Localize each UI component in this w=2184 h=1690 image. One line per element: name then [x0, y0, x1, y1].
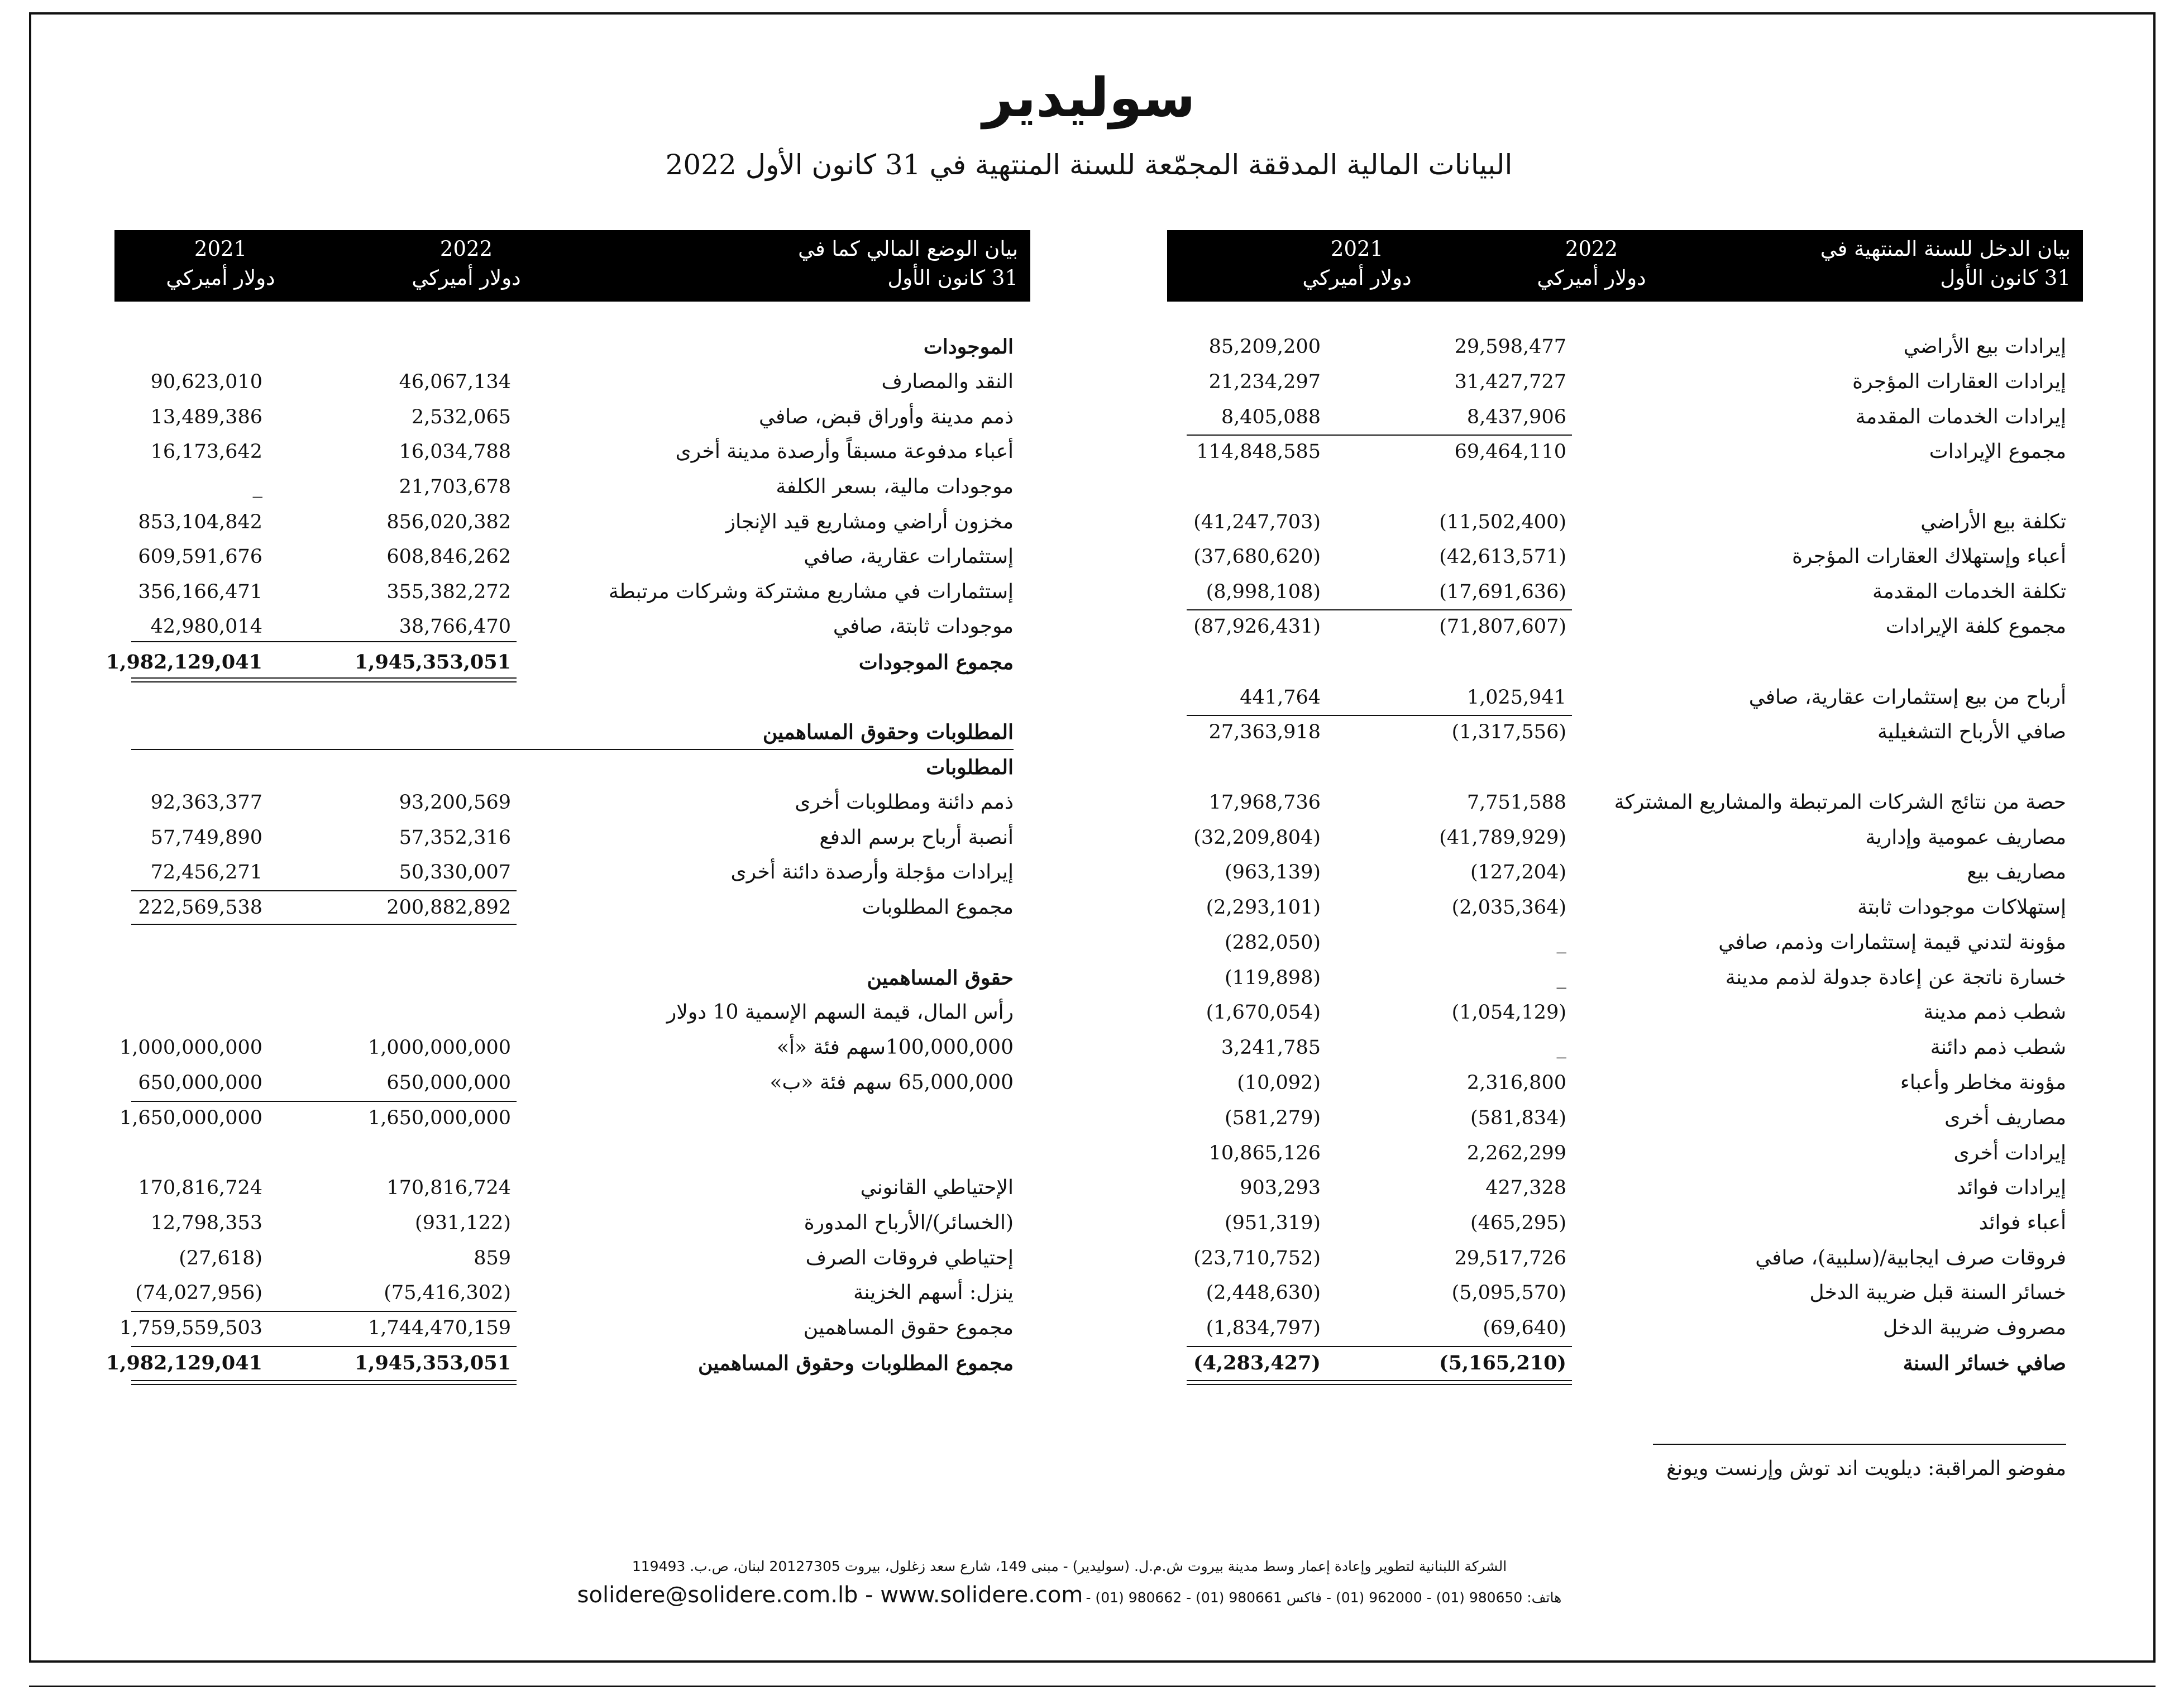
- balance-header-label: بيان الوضع المالي كما في 31 كانون الأول: [798, 237, 1018, 290]
- income-value-2021: (41,247,703): [1193, 511, 1321, 533]
- balance-value-2021: 12,798,353: [150, 1212, 262, 1234]
- balance-value-2022: 859: [474, 1247, 511, 1269]
- balance-row-label: مخزون أراضي ومشاريع قيد الإنجاز: [725, 510, 1014, 533]
- balance-value-2021: [61, 995, 262, 1030]
- income-row-label: خسائر السنة قبل ضريبة الدخل: [1809, 1281, 2066, 1304]
- balance-row-label: إستثمارات في مشاريع مشتركة وشركات مرتبطة: [608, 580, 1014, 603]
- income-value-2021: (32,209,804): [1193, 827, 1321, 849]
- auditor-note: مفوضو المراقبة: ديلويت اند توش وإرنست ويونغ: [1666, 1457, 2066, 1480]
- balance-row-label: الإحتياطي القانوني: [860, 1176, 1014, 1199]
- balance-value-2022: 1,744,470,159: [367, 1317, 511, 1339]
- income-row-label: مصاريف أخرى: [1944, 1106, 2066, 1129]
- balance-value-2022: 170,816,724: [386, 1177, 511, 1199]
- balance-value-2021: 90,623,010: [150, 371, 262, 393]
- balance-row-label: رأس المال، قيمة السهم الإسمية 10 دولار: [666, 1001, 1014, 1024]
- balance-value-2021: [61, 750, 262, 785]
- balance-value-2021: 170,816,724: [138, 1177, 262, 1199]
- total-rule: [131, 1346, 517, 1347]
- balance-value-2021: 13,489,386: [150, 406, 262, 428]
- balance-value-2022: [310, 330, 511, 364]
- footer-address: الشركة اللبنانية لتطوير وإعادة إعمار وسط مدينة بيروت ش.م.ل. (سوليدير) - مبنى 149، شارع سعد زغلول، بيروت 20127305 لبنان، ص.ب. 119493: [632, 1558, 1507, 1574]
- total-rule: [1187, 435, 1572, 436]
- balance-value-2022: 856,020,382: [386, 511, 511, 533]
- income-value-2022: (2,035,364): [1451, 896, 1566, 919]
- income-row-label: تكلفة الخدمات المقدمة: [1872, 580, 2066, 603]
- income-col-2021-header: 2021 دولار أميركي: [1302, 237, 1412, 290]
- balance-value-2021: 92,363,377: [150, 791, 262, 814]
- income-value-2022: (17,691,636): [1439, 581, 1566, 603]
- balance-value-2021: (27,618): [179, 1247, 262, 1269]
- income-row-label: صافي الأرباح التشغيلية: [1877, 720, 2066, 743]
- balance-row-label: [511, 1101, 1014, 1135]
- balance-row-label: (الخسائر)/الأرباح المدورة: [804, 1211, 1014, 1234]
- income-row-label: فروقات صرف ايجابية/(سلبية)، صافي: [1755, 1247, 2066, 1269]
- income-value-2022: (127,204): [1470, 861, 1566, 884]
- balance-value-2021: _: [252, 476, 262, 498]
- income-value-2022: (5,165,210): [1439, 1352, 1566, 1374]
- balance-value-2022: [310, 961, 511, 995]
- income-row-label: صافي خسائر السنة: [1903, 1352, 2066, 1375]
- footer-contact: [558, 1579, 1580, 1611]
- income-row-label: مصروف ضريبة الدخل: [1883, 1316, 2066, 1339]
- total-rule: [131, 1311, 517, 1312]
- balance-value-2022: 50,330,007: [399, 861, 511, 884]
- total-rule: [131, 924, 517, 925]
- total-rule: [131, 749, 1014, 750]
- income-value-2021: 8,405,088: [1221, 406, 1321, 428]
- total-rule: [1187, 609, 1572, 610]
- income-row-label: أعباء فوائد: [1978, 1211, 2066, 1234]
- balance-value-2021: [61, 961, 262, 995]
- balance-value-2022: 1,650,000,000: [367, 1107, 511, 1129]
- balance-row-label: أعباء مدفوعة مسبقاً وأرصدة مدينة أخرى: [675, 440, 1014, 463]
- balance-row-label: إحتياطي فروقات الصرف: [805, 1247, 1014, 1269]
- auditor-rule: [1653, 1444, 2066, 1445]
- income-row-label: إيرادات أخرى: [1953, 1142, 2066, 1164]
- income-value-2021: (1,834,797): [1206, 1317, 1321, 1339]
- balance-value-2021: (74,027,956): [135, 1282, 262, 1304]
- balance-row-label: 100,000,000سهم فئة «أ»: [776, 1036, 1014, 1059]
- income-value-2022: 29,517,726: [1454, 1247, 1566, 1269]
- income-value-2021: 114,848,585: [1196, 441, 1321, 463]
- income-row-label: خسارة ناتجة عن إعادة جدولة لذمم مدينة: [1725, 966, 2066, 989]
- balance-row-label: الموجودات: [923, 335, 1014, 359]
- balance-row-label: إستثمارات عقارية، صافي: [804, 545, 1014, 568]
- income-value-2021: (4,283,427): [1193, 1352, 1321, 1374]
- balance-row-label: أنصبة أرباح برسم الدفع: [819, 826, 1014, 849]
- balance-row-label: المطلوبات وحقوق المساهمين: [762, 720, 1014, 744]
- income-value-2022: (465,295): [1470, 1212, 1566, 1234]
- balance-value-2022: (75,416,302): [384, 1282, 511, 1304]
- income-value-2021: (2,448,630): [1206, 1282, 1321, 1304]
- double-rule: [131, 677, 517, 682]
- balance-row-label: ذمم دائنة ومطلوبات أخرى: [795, 791, 1014, 814]
- balance-col-2022-header: 2022 دولار أميركي: [412, 237, 521, 290]
- footer-web: solidere@solidere.com.lb - www.solidere.com: [577, 1582, 1083, 1608]
- income-value-2022: 2,262,299: [1466, 1142, 1566, 1164]
- income-value-2022: (41,789,929): [1439, 827, 1566, 849]
- balance-value-2021: 356,166,471: [138, 581, 262, 603]
- total-rule: [1187, 1346, 1572, 1347]
- balance-value-2022: 21,703,678: [399, 476, 511, 498]
- balance-value-2022: [310, 715, 511, 749]
- income-value-2022: 31,427,727: [1454, 371, 1566, 393]
- income-row-label: إيرادات فوائد: [1957, 1176, 2066, 1199]
- balance-value-2021: 42,980,014: [150, 615, 262, 638]
- balance-row-label: موجودات مالية، بسعر الكلفة: [776, 475, 1014, 498]
- income-row-label: إيرادات بيع الأراضي: [1903, 335, 2066, 358]
- balance-row-label: ذمم مدينة وأوراق قبض، صافي: [758, 405, 1014, 428]
- double-rule: [131, 1380, 517, 1385]
- income-value-2021: 27,363,918: [1208, 721, 1321, 743]
- income-value-2021: 441,764: [1240, 686, 1321, 709]
- income-value-2022: 69,464,110: [1454, 441, 1566, 463]
- footer-phones: هاتف: 980650 (01) - 962000 (01) - فاكس 980661 (01) - 980662 (01) -: [1086, 1589, 1562, 1606]
- income-row-label: أرباح من بيع إستثمارات عقارية، صافي: [1748, 686, 2066, 709]
- total-rule: [1187, 715, 1572, 716]
- balance-value-2022: 355,382,272: [386, 581, 511, 603]
- income-value-2021: (2,293,101): [1206, 896, 1321, 919]
- income-value-2022: 1,025,941: [1466, 686, 1566, 709]
- balance-row-label: المطلوبات: [926, 756, 1014, 779]
- income-value-2021: (1,670,054): [1206, 1001, 1321, 1024]
- income-row-label: مجموع الإيرادات: [1929, 440, 2066, 463]
- income-value-2021: (37,680,620): [1193, 546, 1321, 568]
- page-title: البيانات المالية المدققة المجمّعة للسنة المنتهية في 31 كانون الأول 2022: [665, 149, 1513, 181]
- balance-header-band: [114, 230, 1030, 302]
- balance-row-label: النقد والمصارف: [881, 370, 1014, 393]
- income-header-label: بيان الدخل للسنة المنتهية في 31 كانون الأول: [1820, 237, 2071, 290]
- balance-value-2022: 2,532,065: [411, 406, 511, 428]
- total-rule: [131, 890, 517, 891]
- balance-row-label: مجموع المطلوبات وحقوق المساهمين: [697, 1352, 1014, 1375]
- balance-value-2021: 1,650,000,000: [119, 1107, 262, 1129]
- balance-row-label: مجموع حقوق المساهمين: [803, 1316, 1014, 1339]
- income-value-2021: (282,050): [1224, 932, 1321, 954]
- balance-value-2022: 608,846,262: [386, 546, 511, 568]
- balance-value-2021: 1,982,129,041: [106, 651, 262, 674]
- total-rule: [131, 641, 517, 642]
- income-value-2021: (10,092): [1237, 1072, 1321, 1094]
- income-row-label: شطب ذمم مدينة: [1923, 1001, 2066, 1024]
- income-row-label: إيرادات العقارات المؤجرة: [1852, 370, 2066, 393]
- balance-value-2021: 853,104,842: [138, 511, 262, 533]
- income-value-2022: (1,317,556): [1451, 721, 1566, 743]
- balance-row-label: 65,000,000 سهم فئة «ب»: [770, 1071, 1014, 1094]
- balance-value-2021: 1,759,559,503: [119, 1317, 262, 1339]
- income-value-2021: 85,209,200: [1208, 336, 1321, 358]
- income-value-2022: _: [1556, 932, 1566, 954]
- income-value-2021: 10,865,126: [1208, 1142, 1321, 1164]
- balance-value-2021: [61, 715, 262, 749]
- income-value-2022: 29,598,477: [1454, 336, 1566, 358]
- income-value-2022: _: [1556, 1037, 1566, 1059]
- double-rule: [1187, 1380, 1572, 1385]
- balance-row-label: ينزل: أسهم الخزينة: [853, 1281, 1014, 1304]
- income-value-2022: 7,751,588: [1466, 791, 1566, 814]
- balance-value-2021: 57,749,890: [150, 827, 262, 849]
- income-row-label: شطب ذمم دائنة: [1930, 1036, 2066, 1059]
- income-row-label: إيرادات الخدمات المقدمة: [1855, 405, 2066, 428]
- income-value-2022: (11,502,400): [1439, 511, 1566, 533]
- income-value-2021: (581,279): [1224, 1107, 1321, 1129]
- balance-row-label: إيرادات مؤجلة وأرصدة دائنة أخرى: [730, 861, 1014, 884]
- bottom-rule: [29, 1686, 2156, 1687]
- income-row-label: مؤونة مخاطر وأعباء: [1900, 1071, 2066, 1094]
- balance-value-2021: 609,591,676: [138, 546, 262, 568]
- company-logo: سوليدير: [982, 66, 1196, 129]
- balance-value-2021: 650,000,000: [138, 1072, 262, 1094]
- income-value-2021: (8,998,108): [1206, 581, 1321, 603]
- balance-row-label: حقوق المساهمين: [867, 966, 1014, 990]
- income-value-2021: 3,241,785: [1221, 1037, 1321, 1059]
- income-value-2022: (71,807,607): [1439, 615, 1566, 638]
- income-value-2021: 903,293: [1240, 1177, 1321, 1199]
- income-row-label: مؤونة لتدني قيمة إستثمارات وذمم، صافي: [1718, 931, 2066, 954]
- balance-value-2021: 72,456,271: [150, 861, 262, 884]
- income-value-2021: (23,710,752): [1193, 1247, 1321, 1269]
- balance-value-2022: [310, 995, 511, 1030]
- income-value-2021: 17,968,736: [1208, 791, 1321, 814]
- income-value-2022: (69,640): [1483, 1317, 1566, 1339]
- balance-value-2022: 200,882,892: [386, 896, 511, 919]
- income-value-2021: (87,926,431): [1193, 615, 1321, 638]
- balance-value-2021: 1,000,000,000: [119, 1037, 262, 1059]
- balance-value-2021: [61, 330, 262, 364]
- income-value-2022: (581,834): [1470, 1107, 1566, 1129]
- income-value-2022: 427,328: [1485, 1177, 1566, 1199]
- total-rule: [131, 1101, 517, 1102]
- income-value-2022: _: [1556, 967, 1566, 989]
- income-row-label: تكلفة بيع الأراضي: [1920, 510, 2066, 533]
- balance-row-label: مجموع المطلوبات: [862, 896, 1014, 919]
- income-row-label: حصة من نتائج الشركات المرتبطة والمشاريع المشتركة: [1614, 791, 2066, 814]
- income-value-2021: (119,898): [1224, 967, 1321, 989]
- balance-value-2022: 1,000,000,000: [367, 1037, 511, 1059]
- income-value-2022: 8,437,906: [1466, 406, 1566, 428]
- income-value-2022: 2,316,800: [1466, 1072, 1566, 1094]
- income-value-2022: (5,095,570): [1451, 1282, 1566, 1304]
- balance-row-label: مجموع الموجودات: [858, 651, 1014, 674]
- income-row-label: مصاريف بيع: [1967, 861, 2066, 884]
- balance-value-2022: 57,352,316: [399, 827, 511, 849]
- income-header-band: [1167, 230, 2083, 302]
- balance-value-2022: 1,945,353,051: [354, 1352, 511, 1374]
- balance-value-2021: 222,569,538: [138, 896, 262, 919]
- income-value-2021: 21,234,297: [1208, 371, 1321, 393]
- balance-value-2022: 46,067,134: [399, 371, 511, 393]
- balance-value-2022: 93,200,569: [399, 791, 511, 814]
- balance-col-2021-header: 2021 دولار أميركي: [166, 237, 275, 290]
- balance-value-2022: (931,122): [414, 1212, 511, 1234]
- income-value-2022: (1,054,129): [1451, 1001, 1566, 1024]
- balance-value-2022: [310, 750, 511, 785]
- balance-value-2021: 16,173,642: [150, 441, 262, 463]
- balance-value-2022: 38,766,470: [399, 615, 511, 638]
- income-row-label: أعباء وإستهلاك العقارات المؤجرة: [1792, 545, 2066, 568]
- income-value-2021: (951,319): [1224, 1212, 1321, 1234]
- income-col-2022-header: 2022 دولار أميركي: [1537, 237, 1646, 290]
- income-row-label: مصاريف عمومية وإدارية: [1865, 826, 2066, 849]
- balance-row-label: موجودات ثابتة، صافي: [833, 615, 1014, 638]
- balance-value-2022: 650,000,000: [386, 1072, 511, 1094]
- balance-value-2021: 1,982,129,041: [106, 1352, 262, 1374]
- income-row-label: مجموع كلفة الإيرادات: [1885, 615, 2066, 638]
- income-row-label: إستهلاكات موجودات ثابتة: [1857, 896, 2066, 919]
- income-value-2021: (963,139): [1224, 861, 1321, 884]
- balance-value-2022: 1,945,353,051: [354, 651, 511, 674]
- balance-value-2022: 16,034,788: [399, 441, 511, 463]
- income-value-2022: (42,613,571): [1439, 546, 1566, 568]
